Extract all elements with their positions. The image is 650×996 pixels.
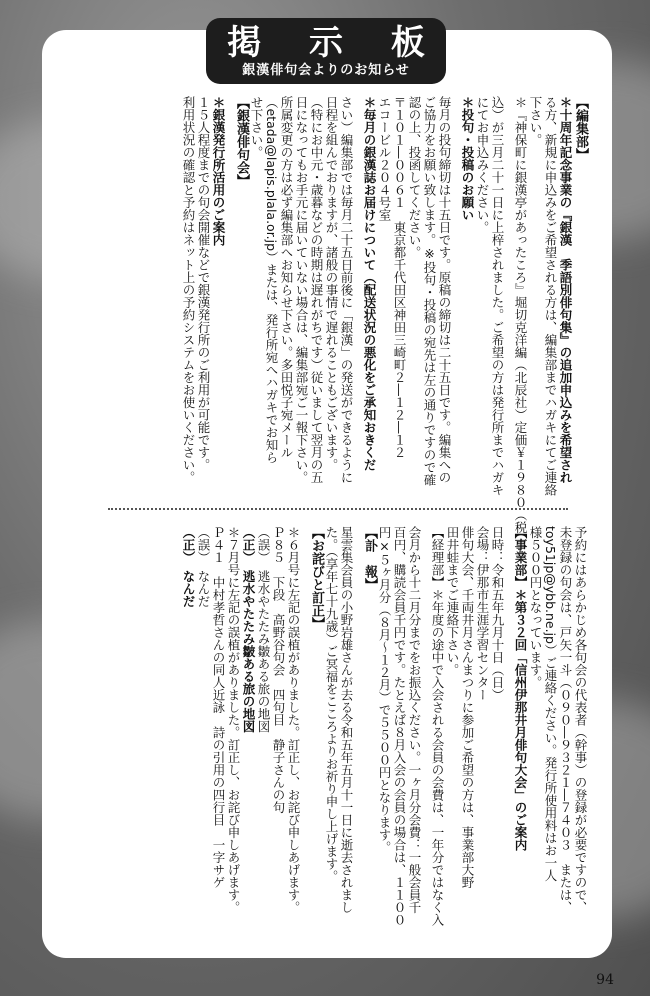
bottom-notice-line: た。（享年七十九歳）ご冥福をこころよりお祈り申し上げます。	[324, 526, 339, 883]
section-divider	[108, 508, 568, 510]
bottom-notice-line: 様５００円となっています。	[528, 526, 543, 689]
top-notice-line: にてお申込みください。	[475, 96, 490, 234]
top-notice-line: （etada@lapis.plala.or.jp）または、発行所宛へハガキでお知ら	[264, 96, 279, 464]
page-number: 94	[596, 972, 614, 988]
bottom-notice-line: 【訃 報】	[362, 526, 377, 591]
top-notice-line: 日になってもお手元に届いていない場合は、編集部宛ご一報下さい。	[294, 96, 309, 484]
bottom-notice-line: 百円、購読会員千円です。たとえば８月入会の会員の場合は、１１００	[392, 526, 407, 926]
bottom-notices	[68, 526, 588, 946]
bottom-notice-line: （正） 逃水やたたみ皺ある旅の地図	[241, 526, 256, 733]
top-notice-line: ＊毎月の銀漢誌お届けについて（配送状況の悪化をご承知おきくだ	[362, 96, 377, 471]
bottom-notice-line: 会場：伊那市生涯学習センター	[475, 526, 490, 701]
bottom-notice-line: 日時：令和五年九月十日（日）	[490, 526, 505, 701]
top-notice-line: 毎月の投句締切は十五日です。原稿の締切は二十五日です。編集への	[437, 96, 452, 484]
top-notice-line: １５人程度までの句会開催などで銀漢発行所のご利用が可能です。	[196, 96, 211, 471]
bottom-notice-line: toy51jp@ybb.ne.jp）ご連絡ください。発行所使用料はお一人	[543, 526, 558, 882]
bottom-notice-line: 予約にはあらかじめ各句会の代表者（幹事）の登録が必要ですので、	[573, 526, 588, 914]
bottom-notice-line: 円×５ヶ月分（８月〜１２月）で５５００円となります。	[377, 526, 392, 854]
top-notice-line: 込）が三月二十一日に上梓されました。ご希望の方は発行所までハガキ	[490, 96, 505, 496]
bottom-notice-line: （正） なんだ	[181, 526, 196, 608]
top-notice-line: 所属変更の方は必ず編集部へお知らせ下さい。多田悦子宛メール	[279, 96, 294, 459]
top-notice-line: 【銀漢俳句会】	[234, 96, 249, 187]
bottom-notice-line: 田井蛙までご連絡下さい。	[445, 526, 460, 676]
bottom-notice-line: 星雲集会員の小野岩雄さんが去る令和五年五月十一日に逝去されまし	[339, 526, 354, 914]
top-notice-line: さい）編集部では毎月二十五日前後に「銀漢」の発送ができるように	[339, 96, 354, 484]
top-notice-line: ＊投句・投稿のお願い	[460, 96, 475, 221]
top-notice-line: ＊銀漢発行所活用のご案内	[211, 96, 226, 246]
top-notice-line: る方、新規に申込みをご希望される方は、編集部までハガキにてご連絡	[543, 96, 558, 496]
top-notice-line: 〒１０１―００６１ 東京都千代田区神田三崎町２―１２―１２	[392, 96, 407, 459]
notice-board-header	[206, 18, 446, 84]
top-notice-line: 認の上、投函してください。	[407, 96, 422, 259]
top-notice-line: 下さい。	[528, 96, 543, 146]
bottom-notice-line: ＊７月号に左記の誤植がありました。訂正し、お詫び申しあげます。	[226, 526, 241, 914]
bottom-notice-line: Ｐ８５ 下段 高野谷句会 四句目 静子さんの句	[271, 526, 286, 814]
bottom-notice-line: 【お詫びと訂正】	[309, 526, 324, 630]
bottom-notice-line: 未登録の句会は、戸矢一斗（０９０―９３２１―７４０３ または、	[558, 526, 573, 914]
top-notice-line: 【編集部】	[573, 96, 588, 161]
top-notice-line: エコービル２０４号室	[377, 96, 392, 221]
bottom-notice-line: ＊６月号に左記の誤植がありました。訂正し、お詫び申しあげます。	[286, 526, 301, 914]
top-notice-line: 日程を組んでおりますが、諸般の事情で遅れることもございます。	[324, 96, 339, 471]
bottom-notice-line: 俳句大会、千両井月さんまつりに参加ご希望の方は、事業部大野	[460, 526, 475, 889]
top-notice-line: ご協力をお願い致します。※投句・投稿の宛先は左の通りですので確	[422, 96, 437, 486]
bottom-notice-line: （誤） なんだ	[196, 526, 211, 608]
top-notices	[68, 96, 588, 534]
top-notice-line: （特にお中元・歳暮などの時期は遅れがちです）従いまして翌月の五	[309, 96, 324, 484]
top-notice-line: 利用状況の確認と予約はネット上の予約システムをお使いください。	[181, 96, 196, 484]
bottom-notice-line: 会月から十二月分までをお振込ください。一ヶ月分会費：一般会員千	[407, 526, 422, 914]
page-title: 掲 示 板	[227, 23, 443, 63]
bottom-notice-line: 【事業部】＊第３２回「信州伊那井月俳句大会」のご案内	[513, 526, 528, 851]
bottom-notice-line: （誤） 逃水やたたみ皺ある旅の地図	[256, 526, 271, 733]
page-subtitle: 銀漢俳句会よりのお知らせ	[242, 63, 410, 78]
top-notice-line: ＊十周年記念事業の『銀漢 季語別俳句集』の追加申込みを希望され	[558, 96, 573, 484]
bottom-notice-line: Ｐ４１ 中村孝哲さんの同人近詠 詩の引用の四行目 一字サゲ	[211, 526, 226, 889]
top-notice-line: ＊『神保町に銀漢亭があったころ』堀切克洋編（北辰社）定価￥１９８０（税	[513, 96, 528, 534]
bottom-notice-line: 【経理部】＊年度の途中で入会される会員の会費は、一年分ではなく入	[430, 526, 445, 926]
top-notice-line: せ下さい。	[249, 96, 264, 159]
